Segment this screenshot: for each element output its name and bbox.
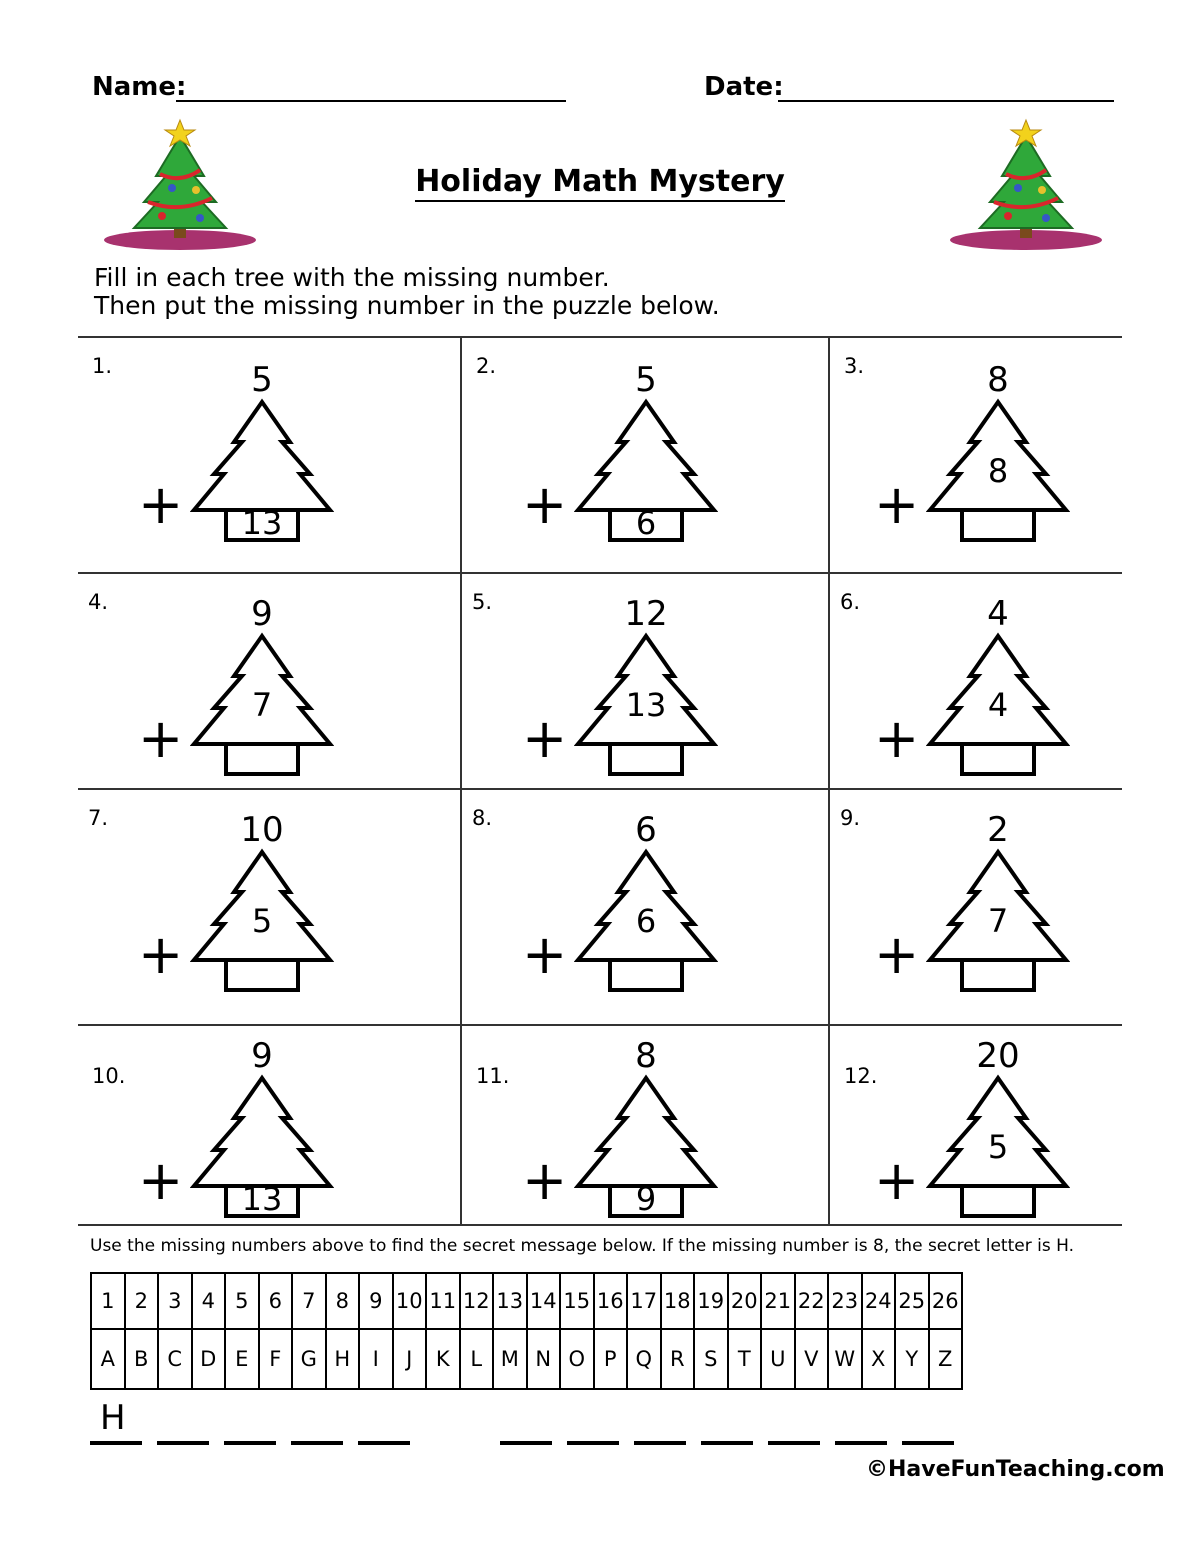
page-title: Holiday Math Mystery (0, 164, 1200, 199)
decoder-number-cell: 23 (828, 1273, 862, 1329)
answer-blank[interactable] (358, 1441, 410, 1445)
decoder-letter-cell: C (158, 1329, 192, 1389)
sum-number: 5 (251, 360, 273, 400)
decoder-letter-cell: Q (627, 1329, 661, 1389)
problem-cell (462, 574, 828, 804)
sum-number: 9 (251, 1036, 273, 1076)
problem-grid (78, 336, 1122, 1226)
problem-cell (462, 338, 828, 568)
decoder-letter-cell: V (795, 1329, 829, 1389)
tree-number[interactable]: 13 (625, 686, 667, 724)
decoder-letter-cell: I (359, 1329, 393, 1389)
sum-number: 6 (635, 810, 657, 850)
decoder-number-cell: 25 (895, 1273, 929, 1329)
tree-number[interactable]: 8 (987, 452, 1009, 490)
sum-number: 5 (635, 360, 657, 400)
answer-letter: H (100, 1398, 126, 1438)
decoder-instructions: Use the missing numbers above to find the secret message below. If the missing number is 8, the secret letter is H. (90, 1236, 1074, 1256)
problem-cell (830, 338, 1122, 568)
plus-sign: + (522, 923, 568, 986)
answer-blank[interactable] (90, 1441, 142, 1445)
tree-number[interactable]: 5 (987, 1128, 1009, 1166)
problem-cell (462, 1026, 828, 1256)
decoder-number-cell: 14 (527, 1273, 561, 1329)
plus-sign: + (522, 1149, 568, 1212)
answer-blank[interactable] (768, 1441, 820, 1445)
problem-number: 1. (92, 354, 113, 378)
problem-number: 12. (844, 1064, 878, 1088)
box-number[interactable]: 13 (241, 1180, 283, 1218)
decoder-letter-cell: F (259, 1329, 293, 1389)
decoder-number-cell: 6 (259, 1273, 293, 1329)
problem-cell (78, 338, 460, 568)
answer-blank[interactable] (157, 1441, 209, 1445)
tree-number[interactable]: 7 (987, 902, 1009, 940)
problem-cell (462, 790, 828, 1020)
problem-cell (830, 1026, 1122, 1256)
plus-sign: + (138, 1149, 184, 1212)
sum-number: 12 (624, 594, 668, 634)
problem-number: 3. (844, 354, 865, 378)
decoder-letter-cell: W (828, 1329, 862, 1389)
answer-blank[interactable] (701, 1441, 753, 1445)
decoder-number-cell: 19 (694, 1273, 728, 1329)
problem-number: 7. (88, 806, 109, 830)
sum-number: 8 (635, 1036, 657, 1076)
decoder-number-row (91, 1273, 962, 1329)
problem-cell (78, 790, 460, 1020)
decoder-number-cell: 5 (225, 1273, 259, 1329)
problem-number: 11. (476, 1064, 510, 1088)
plus-sign: + (522, 707, 568, 770)
problem-number: 4. (88, 590, 109, 614)
sum-number: 2 (987, 810, 1009, 850)
decoder-letter-cell: G (292, 1329, 326, 1389)
decoder-table (90, 1272, 963, 1390)
problem-number: 8. (472, 806, 493, 830)
tree-number[interactable]: 4 (987, 686, 1009, 724)
decoder-letter-cell: J (393, 1329, 427, 1389)
sum-number: 20 (976, 1036, 1020, 1076)
answer-blank[interactable] (291, 1441, 343, 1445)
decoder-number-cell: 17 (627, 1273, 661, 1329)
problem-cell (830, 574, 1122, 804)
decoder-number-cell: 24 (862, 1273, 896, 1329)
decoder-letter-cell: U (761, 1329, 795, 1389)
decoder-letter-cell: H (326, 1329, 360, 1389)
sum-number: 4 (987, 594, 1009, 634)
decoder-letter-cell: E (225, 1329, 259, 1389)
decoder-number-cell: 10 (393, 1273, 427, 1329)
decoder-number-cell: 16 (594, 1273, 628, 1329)
decoder-number-cell: 9 (359, 1273, 393, 1329)
decoder-number-cell: 12 (460, 1273, 494, 1329)
plus-sign: + (874, 1149, 920, 1212)
decoder-number-cell: 22 (795, 1273, 829, 1329)
decoder-number-cell: 2 (125, 1273, 159, 1329)
plus-sign: + (874, 707, 920, 770)
sum-number: 10 (240, 810, 284, 850)
decoder-letter-cell: R (661, 1329, 695, 1389)
problem-number: 6. (840, 590, 861, 614)
decoder-number-cell: 21 (761, 1273, 795, 1329)
problem-cell (78, 574, 460, 804)
problem-number: 2. (476, 354, 497, 378)
decoder-number-cell: 26 (929, 1273, 963, 1329)
tree-number[interactable]: 5 (251, 902, 273, 940)
answer-blank[interactable] (567, 1441, 619, 1445)
decoder-letter-cell: O (560, 1329, 594, 1389)
copyright: ©HaveFunTeaching.com (866, 1457, 1165, 1482)
problem-number: 10. (92, 1064, 126, 1088)
decoder-letter-cell: X (862, 1329, 896, 1389)
name-label: Name: (92, 72, 187, 102)
tree-number[interactable]: 6 (635, 902, 657, 940)
answer-blank[interactable] (835, 1441, 887, 1445)
tree-number[interactable]: 7 (251, 686, 273, 724)
plus-sign: + (522, 473, 568, 536)
date-field-line[interactable] (778, 100, 1114, 102)
decoder-number-cell: 1 (91, 1273, 125, 1329)
decoder-letter-cell: P (594, 1329, 628, 1389)
decoder-letter-cell: Z (929, 1329, 963, 1389)
problem-number: 9. (840, 806, 861, 830)
decoder-number-cell: 15 (560, 1273, 594, 1329)
decoder-letter-cell: B (125, 1329, 159, 1389)
decoder-number-cell: 11 (426, 1273, 460, 1329)
decoder-letter-cell: D (192, 1329, 226, 1389)
sum-number: 9 (251, 594, 273, 634)
name-field-line[interactable] (176, 100, 566, 102)
decoder-letter-cell: T (728, 1329, 762, 1389)
decoder-number-cell: 3 (158, 1273, 192, 1329)
instruction-line-2: Then put the missing number in the puzzle below. (94, 291, 720, 320)
box-number[interactable]: 9 (635, 1180, 657, 1218)
plus-sign: + (138, 923, 184, 986)
problem-number: 5. (472, 590, 493, 614)
plus-sign: + (138, 707, 184, 770)
sum-number: 8 (987, 360, 1009, 400)
decoder-letter-cell: L (460, 1329, 494, 1389)
plus-sign: + (874, 473, 920, 536)
problem-cell (830, 790, 1122, 1020)
decoder-number-cell: 18 (661, 1273, 695, 1329)
decoder-number-cell: 7 (292, 1273, 326, 1329)
decoder-letter-cell: A (91, 1329, 125, 1389)
decoder-letter-cell: S (694, 1329, 728, 1389)
box-number[interactable]: 13 (241, 504, 283, 542)
plus-sign: + (138, 473, 184, 536)
problem-cell (78, 1026, 460, 1256)
box-number[interactable]: 6 (635, 504, 657, 542)
decoder-number-cell: 20 (728, 1273, 762, 1329)
answer-blank[interactable] (902, 1441, 954, 1445)
decoder-letter-cell: K (426, 1329, 460, 1389)
date-label: Date: (704, 72, 784, 102)
answer-blank[interactable] (224, 1441, 276, 1445)
decoder-number-cell: 4 (192, 1273, 226, 1329)
decoder-number-cell: 8 (326, 1273, 360, 1329)
instruction-line-1: Fill in each tree with the missing number. (94, 263, 610, 292)
decoder-letter-cell: N (527, 1329, 561, 1389)
decoder-letter-row (91, 1329, 962, 1389)
decoder-number-cell: 13 (493, 1273, 527, 1329)
answer-blank[interactable] (500, 1441, 552, 1445)
decoder-letter-cell: Y (895, 1329, 929, 1389)
answer-blank[interactable] (634, 1441, 686, 1445)
plus-sign: + (874, 923, 920, 986)
decoder-letter-cell: M (493, 1329, 527, 1389)
